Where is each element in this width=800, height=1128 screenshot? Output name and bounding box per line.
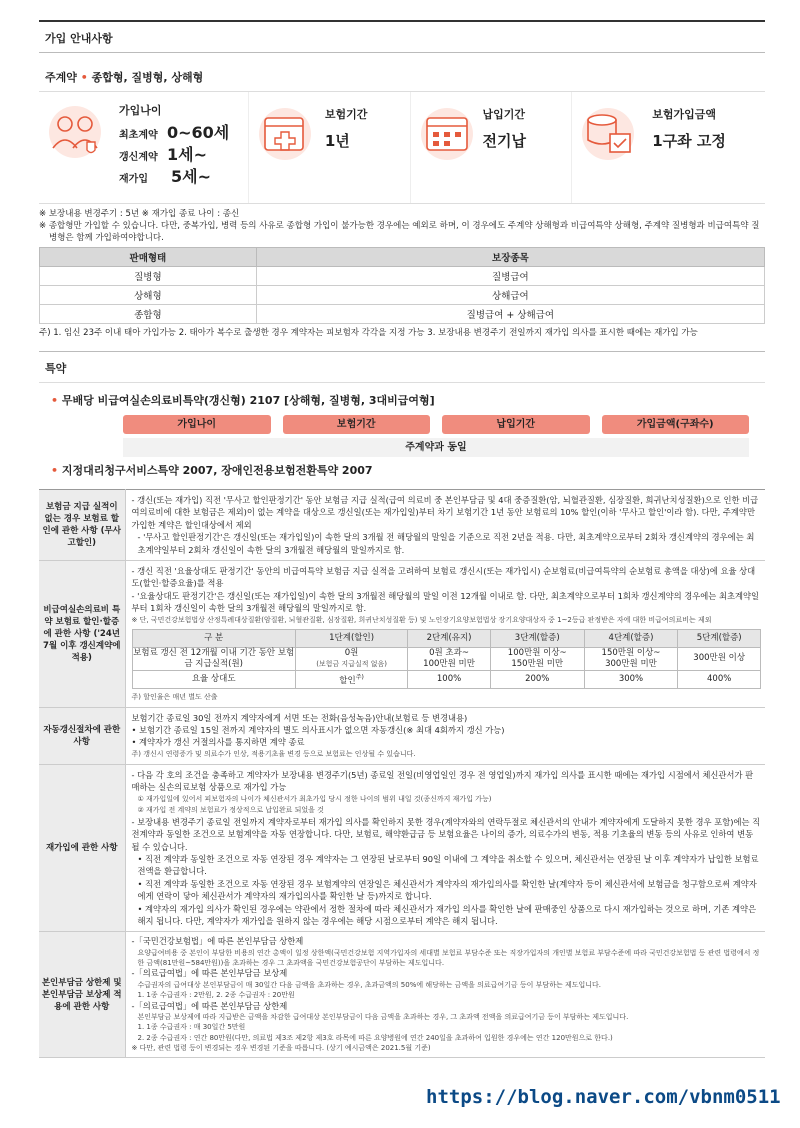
family-icon xyxy=(47,104,103,164)
table-row xyxy=(39,764,765,931)
calendar-icon xyxy=(419,104,475,164)
table-cell: 상해급여 xyxy=(256,286,764,305)
payment-value: 전기납 xyxy=(482,132,527,150)
bullet-icon: • xyxy=(80,71,92,84)
rider-head: 특약 xyxy=(39,351,765,383)
main-contract-types: 종합형, 질병형, 상해형 xyxy=(91,71,204,84)
rate-table: 구 분 1단계(할인) 2단계(유지) 3단계(할증) 4단계(할증) 5단계(할증) 보험료 갱신 전 12개월 이내 기간 동안 보험금 지급실적(원) 0원 (보험금 지급실적 없음) 0원 초과~ 100만원 미만 100만원 이상~ 150만원 미만 150만원 이상~ 300만원 미만 300만원 이상 요율 상대도 할인$^{주)}$ 100% 200% 300% 400% xyxy=(132,629,762,689)
age-initial: 최초계약 0~60세 xyxy=(119,123,230,142)
same-as-main: 주계약과 동일 xyxy=(123,438,749,457)
table-cell: 질병급여 xyxy=(256,267,764,286)
period-title: 보험기간 xyxy=(324,108,368,121)
table-row xyxy=(40,267,765,286)
age-title: 가입나이 xyxy=(119,104,162,117)
pill-age: 가입나이 xyxy=(123,415,271,434)
amount-cell xyxy=(572,92,765,203)
rider-2-title: • 지정대리청구서비스특약 2007, 장애인전용보험전환특약 2007 xyxy=(51,464,373,477)
table-row xyxy=(39,490,765,561)
period-value: 1년 xyxy=(324,132,350,150)
payment-cell xyxy=(411,92,573,203)
row-content: - 다음 각 호의 조건을 충족하고 계약자가 보장내용 변경주기(5년) 종료일 전일(비영업일인 경우 전 영업일)까지 재가입 의사를 표시한 때에는 재가입 시점에서 체신관서가 판매하는 실손의료보험 상품으로 재가입 가능 ① 재가입일에 있어서 피보험자의 나이가 체신관서가 최초가입 당시 정한 나이의 범위 내일 것(종신까지 재가입 가능) ② 재가입 전 계약의 보험료가 정상적으로 납입완료 되었을 것 - 보장내용 변경주기 종료일 전일까지 계약자로부터 재가입 의사를 확인하지 못한 경우(계약자와의 연락두절로 체신관서의 안내가 계약자에게 도달하지 못한 경우 포함)에는 직전계약과 동일한 조건으로 보험계약을 자동 연장합니다. 다만, 보험료, 해약환급금 등 보험요율은 나이의 증가, 의료수가의 변동, 적용 기초율의 변동 등의 사유로 인하여 변동될 수 있습니다. • 직전 계약과 동일한 조건으로 자동 연장된 경우 계약자는 그 연장된 날로부터 90일 이내에 그 계약을 취소할 수 있으며, 체신관서는 연장된 날 이후 계약자가 납입한 보험료 전액을 환급합니다. • 직전 계약과 동일한 조건으로 자동 연장된 경우 보험계약의 연장일은 체신관서가 계약자의 재가입의사를 확인한 날(계약자 등이 체신관서에 보험금을 청구함으로써 계약자에게 연락이 닿아 체신관서가 계약자의 재가입의사를 확인한 날 등)까지로 합니다. • 계약자의 재가입 의사가 확인된 경우에는 약관에서 정한 절차에 따라 체신관서가 재가입 의사를 확인한 날에 판매중인 상품으로 다시 재가입하는 것으로 하며, 기존 계약은 해지 됩니다. 다만, 계약자가 재가입을 원하지 않는 경우에는 해당 시점으로부터 계약은 해지 됩니다. xyxy=(125,764,765,931)
rider-1-title: • 무배당 비급여실손의료비특약(갱신형) 2107 [상해형, 질병형, 3대비급여형] xyxy=(51,394,435,407)
notes xyxy=(39,208,765,244)
sales-table xyxy=(39,247,765,324)
row-label: 보험금 지급 실적이 없는 경우 보험료 할인에 관한 사항 (무사고할인) xyxy=(39,490,125,561)
section-title: 가입 안내사항 xyxy=(39,20,765,53)
amount-value: 1구좌 고정 xyxy=(652,132,726,150)
age-renewal: 갱신계약 1세~ xyxy=(119,145,207,164)
watermark: https://blog.naver.com/vbnm0511 xyxy=(426,1086,781,1108)
table-row xyxy=(39,561,765,708)
pill-amount: 가입금액(구좌수) xyxy=(602,415,750,434)
sales-header: 보장종목 xyxy=(256,248,764,267)
table-row xyxy=(39,932,765,1058)
rider-pills xyxy=(39,411,765,434)
row-content: - 갱신(또는 재가입) 직전 '무사고 할인판정기간' 동안 보험금 지급 실적(급여 의료비 중 본인부담금 및 4대 중증질환(암, 뇌혈관질환, 심장질환, 희귀난치성질환)으로 인한 비급여의료비에 대한 보험금은 제외)이 없는 계약을 대상으로 갱신일(또는 재가입일)부터 차기 보험기간 1년 동안 보험료의 10% 할인(이하 '무사고 할인'이라 함). 다만, 주계약만 가입한 계약은 할인대상에서 제외 - '무사고 할인판정기간'은 갱신일(또는 재가입일)이 속한 달의 3개월 전 해당월의 말일을 기준으로 직전 2년을 적용. 다만, 최초계약으로부터 2회차 갱신계약의 경우에는 최초계약일부터 2회차 갱신일이 속한 달의 3개월전 해당월의 말일까지로 함. xyxy=(125,490,765,561)
table-row xyxy=(40,286,765,305)
age-rejoin: 재가입 5세~ xyxy=(119,167,211,186)
row-content: - 갱신 직전 '요율상대도 판정기간' 동안의 비급여특약 보험금 지급 실적을 고려하여 보험료 갱신시(또는 재가입시) 순보험료(비급여특약의 순보험료 총액을 대상)에 요율 상대도(할인·할증요율)를 적용 - '요율상대도 판정기간'은 갱신일(또는 재가입일)이 속한 달의 3개월전 해당월의 말일 이전 12개월 이내로 함. 다만, 최초계약으로부터 1회차 갱신계약의 경우에는 최초계약일부터 1회차 갱신일이 속한 달의 3개월전 해당월의 말일까지로 함. ※ 단, 국민건강보험법상 산정특례대상질환(암질환, 뇌혈관질환, 심장질환, 희귀난치성질환 등) 및 노인장기요양보험법상 장기요양대상자 중 1~2등급 판정받은 자에 대한 비급여의료비는 제외 구 분 1단계(할인) 2단계(유지) 3단계(할증) 4단계(할증) 5단계(할증) 보험료 갱신 전 12개월 이내 기간 동안 보험금 지급실적(원) 0원 (보험금 지급실적 없음) 0원 초과~ 100만원 미만 100만원 이상~ 150만원 미만 150만원 이상~ 300만원 미만 300만원 이상 요율 상대도 할인$^{주)}$ 100% 200% 300% 400% 주) 할인율은 매년 별도 산출 xyxy=(125,561,765,708)
row-label: 비급여실손의료비 특약 보험료 할인·할증에 관한 사항 ('24년 7월 이후 갱신계약에 적용) xyxy=(39,561,125,708)
main-contract-label: 주계약 xyxy=(45,71,77,84)
bullet-icon: • xyxy=(51,394,62,407)
table-cell: 상해형 xyxy=(40,286,257,305)
pill-payment: 납입기간 xyxy=(442,415,590,434)
row-label: 자동갱신절차에 관한 사항 xyxy=(39,707,125,764)
footnote: 주) 1. 임신 23주 이내 태아 가입가능 2. 태아가 복수로 출생한 경우 계약자는 피보험자 각각을 지정 가능 3. 보장내용 변경주기 전일까지 재가입 의사를 표시한 때에는 재가입 가능 xyxy=(39,328,698,338)
amount-title: 보험가입금액 xyxy=(652,108,716,121)
bullet-icon: • xyxy=(51,464,62,477)
table-row xyxy=(39,707,765,764)
row-label: 본인부담금 상한제 및 본인부담금 보상제 적용에 관한 사항 xyxy=(39,932,125,1058)
pill-period: 보험기간 xyxy=(283,415,431,434)
info-row xyxy=(39,92,765,204)
period-cell xyxy=(249,92,411,203)
sales-header: 판매형태 xyxy=(40,248,257,267)
table-cell: 종합형 xyxy=(40,305,257,324)
row-content: 보험기간 종료일 30일 전까지 계약자에게 서면 또는 전화(음성녹음)안내(보험료 등 변경내용) • 보험기간 종료일 15일 전까지 계약자의 별도 의사표시가 없으면 자동갱신(※ 최대 4회까지 갱신 가능) • 계약자가 갱신 거절의사를 통지하면 계약 종료 주) 갱신시 연령증가 및 의료수가 인상, 적용기초율 변경 등으로 보험료는 인상될 수 있습니다. xyxy=(125,707,765,764)
page xyxy=(39,20,765,1058)
table-row xyxy=(40,305,765,324)
age-cell xyxy=(39,92,249,203)
main-contract-head xyxy=(39,61,765,92)
detail-table xyxy=(39,489,765,1058)
coins-check-icon xyxy=(580,104,636,164)
note-1: ※ 보장내용 변경주기 : 5년 ※ 재가입 종료 나이 : 종신 xyxy=(39,209,240,219)
row-content: -「국민건강보험법」에 따른 본인부담금 상한제 요양급여비용 중 본인이 부담한 비용의 연간 총액이 일정 상한액(국민건강보험 지역가입자의 세대별 보험료 부담수준 또는 직장가입자의 개인별 보험료 부담수준에 따라 국민건강보험법 등 관련 법령에서 정한 금액(81만원~584만원))을 초과하는 경우 그 초과액을 국민건강보험공단이 부담하는 제도입니다. -「의료급여법」에 따른 본인부담금 보상제 수급권자의 급여대상 본인부담금이 매 30일간 다음 금액을 초과하는 경우, 초과금액의 50%에 해당하는 금액을 의료급여기금 등이 부담하는 제도입니다. 1. 1종 수급권자 : 2만원, 2. 2종 수급권자 : 20만원 -「의료급여법」에 따른 본인부담금 상한제 본인부담금 보상제에 따라 지급받은 금액을 차감한 급여대상 본인부담금이 다음 금액을 초과하는 경우, 그 초과액 전액을 의료급여기금 등이 부담하는 제도입니다. 1. 1종 수급권자 : 매 30일간 5만원 2. 2종 수급권자 : 연간 80만원(다만, 의료법 제3조 제2항 제3호 라목에 따른 요양병원에 연간 240일을 초과하여 입원한 경우에는 연간 120만원으로 한다.) ※ 다만, 관련 법령 등이 변경되는 경우 변경된 기준을 따릅니다. (상기 예시금액은 2021.5월 기준) xyxy=(125,932,765,1058)
table-cell: 질병형 xyxy=(40,267,257,286)
row-label: 재가입에 관한 사항 xyxy=(39,764,125,931)
calendar-plus-icon xyxy=(257,104,313,164)
payment-title: 납입기간 xyxy=(482,108,526,121)
table-cell: 질병급여 + 상해급여 xyxy=(256,305,764,324)
note-2: ※ 종합형만 가입할 수 있습니다. 다만, 중복가입, 병력 등의 사유로 종합형 가입이 불가능한 경우에는 예외로 하며, 이 경우에도 주계약 상해형과 비급여특약 상해형, 주계약 질병형과 비급여특약 질병형은 함께 가입하여야합니다. xyxy=(39,221,760,243)
